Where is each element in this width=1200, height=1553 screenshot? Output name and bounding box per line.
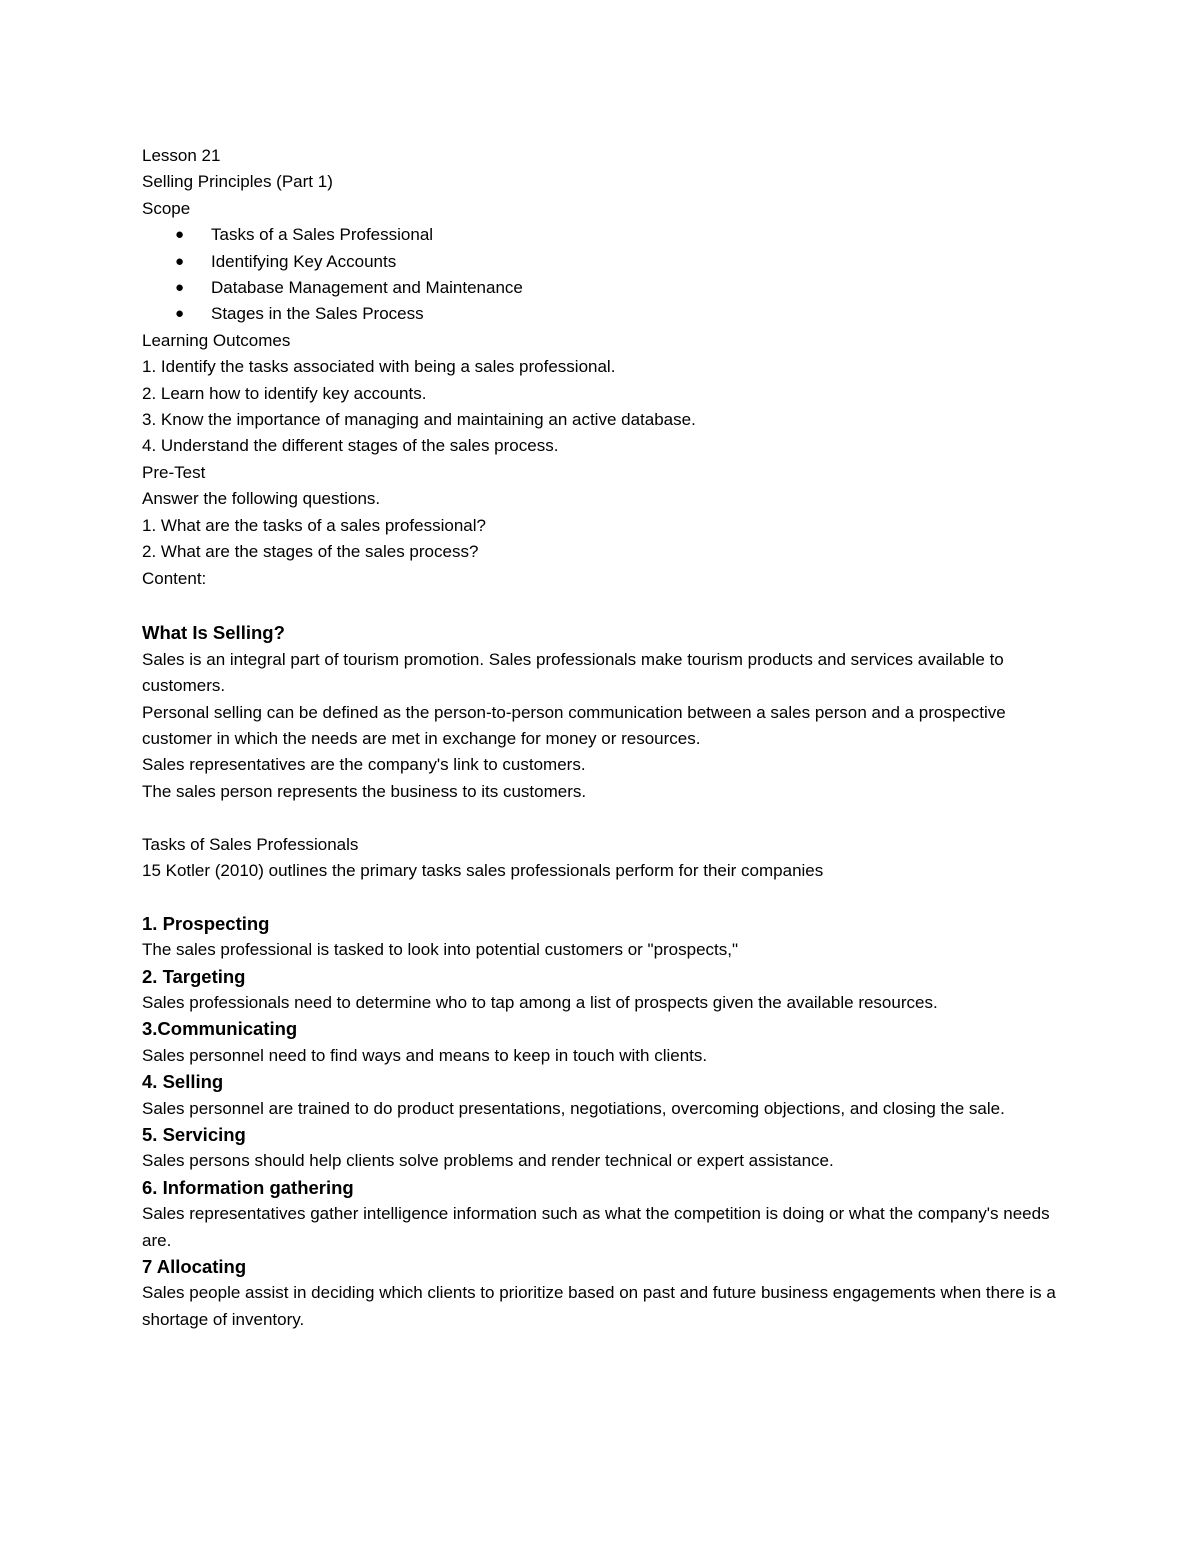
learning-outcomes-label: Learning Outcomes [142, 330, 291, 350]
task-heading: 3.Communicating [142, 1018, 298, 1040]
what-is-selling-heading: What Is Selling? [142, 622, 285, 644]
bullet-icon: ● [175, 226, 185, 244]
pretest-question: 1. What are the tasks of a sales professional? [142, 515, 486, 535]
learning-outcome: 1. Identify the tasks associated with being a sales professional. [142, 357, 616, 377]
task-heading: 6. Information gathering [142, 1176, 354, 1198]
task-description: Sales personnel are trained to do product presentations, negotiations, overcoming objections, and closing the sale. [142, 1098, 1005, 1118]
paragraph: Personal selling can be defined as the person-to-person communication between a sales person and a prospective customer in which the needs are met in exchange for money or resources. [142, 702, 1006, 748]
scope-label: Scope [142, 198, 191, 218]
paragraph: The sales person represents the business to its customers. [142, 781, 587, 801]
bullet-icon: ● [175, 252, 185, 270]
learning-outcome: 4. Understand the different stages of the sales process. [142, 436, 559, 456]
lesson-number: Lesson 21 [142, 146, 221, 165]
task-description: Sales people assist in deciding which clients to prioritize based on past and future business engagements when there is a shortage of inventory. [142, 1283, 1056, 1329]
scope-item: ● Tasks of a Sales Professional [142, 222, 1072, 248]
content-label: Content: [142, 568, 207, 588]
scope-item: ● Database Management and Maintenance [142, 275, 1072, 301]
bullet-icon: ● [175, 305, 185, 323]
paragraph: Sales is an integral part of tourism promotion. Sales professionals make tourism products and services available to customers. [142, 649, 1004, 696]
learning-outcome: 2. Learn how to identify key accounts. [142, 383, 427, 403]
tasks-intro: 15 Kotler (2010) outlines the primary tasks sales professionals perform for their companies [142, 860, 824, 880]
learning-outcome: 3. Know the importance of managing and maintaining an active database. [142, 410, 696, 430]
document-page [142, 143, 1072, 1333]
scope-item: ● Identifying Key Accounts [142, 249, 1072, 275]
task-heading: 1. Prospecting [142, 912, 270, 934]
task-heading: 7 Allocating [142, 1256, 247, 1278]
task-description: Sales persons should help clients solve problems and render technical or expert assistance. [142, 1151, 834, 1171]
scope-item: ● Stages in the Sales Process [142, 301, 1072, 327]
task-heading: 5. Servicing [142, 1123, 246, 1145]
scope-list [142, 222, 1072, 328]
task-heading: 2. Targeting [142, 965, 246, 987]
task-description: Sales personnel need to find ways and means to keep in touch with clients. [142, 1045, 708, 1065]
pretest-question: 2. What are the stages of the sales process? [142, 542, 479, 562]
bullet-icon: ● [175, 279, 185, 297]
tasks-label: Tasks of Sales Professionals [142, 834, 359, 854]
task-description: Sales professionals need to determine who to tap among a list of prospects given the available resources. [142, 992, 938, 1012]
paragraph: Sales representatives are the company's link to customers. [142, 755, 586, 775]
lesson-title: Selling Principles (Part 1) [142, 172, 333, 192]
task-heading: 4. Selling [142, 1071, 224, 1093]
task-description: The sales professional is tasked to look into potential customers or "prospects," [142, 940, 739, 960]
pretest-instruction: Answer the following questions. [142, 489, 381, 509]
task-description: Sales representatives gather intelligence information such as what the competition is doing or what the company's needs are. [142, 1204, 1050, 1250]
pretest-label: Pre-Test [142, 462, 206, 482]
